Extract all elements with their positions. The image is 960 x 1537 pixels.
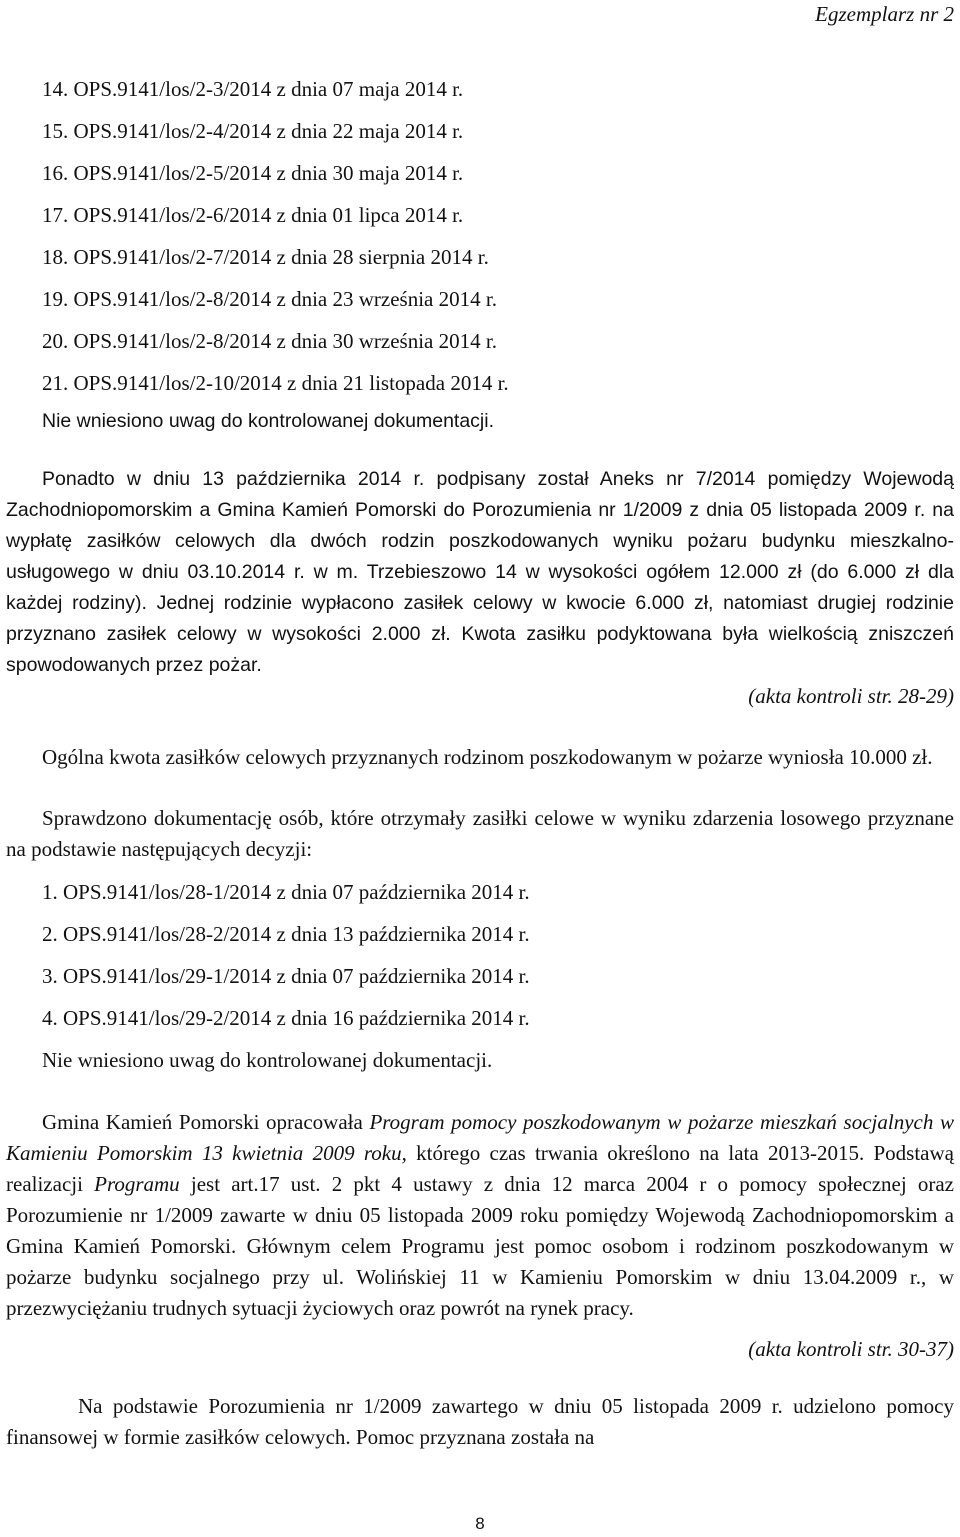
program-text-1: Gmina Kamień Pomorski opracowała xyxy=(42,1110,370,1134)
annex-paragraph: Ponadto w dniu 13 października 2014 r. podpisany został Aneks nr 7/2014 pomiędzy Wojewodą Zachodniopomorskim a Gmina Kamień Pomorski do Porozumienia nr 1/2009 z dnia 05 listopada 2009 r. na wypłatę zasiłków celowych dla dwóch rodzin poszkodowanych wyniku pożaru budynku mieszkalno-usługowego w dniu 03.10.2014 r. w m. Trzebieszowo 14 w wysokości ogółem 12.000 zł (do 6.000 zł dla każdej rodziny). Jednej rodzinie wypłacono zasiłek celowy w kwocie 6.000 zł, natomiast drugiej rodzinie przyznano zasiłek celowy w wysokości 2.000 zł. Kwota zasiłku podyktowana była wielkością zniszczeń spowodowanych przez pożar. xyxy=(6,468,954,676)
list-item: 17. OPS.9141/los/2-6/2014 z dnia 01 lipca 2014 r. xyxy=(42,203,464,227)
decision-list-2 xyxy=(6,871,954,1039)
list-item: 1. OPS.9141/los/28-1/2014 z dnia 07 października 2014 r. xyxy=(42,880,530,904)
no-remarks-note-1: Nie wniesiono uwag do kontrolowanej dokumentacji. xyxy=(42,410,495,432)
list-item: 14. OPS.9141/los/2-3/2014 z dnia 07 maja 2014 r. xyxy=(42,77,464,101)
file-reference-2: (akta kontroli str. 30-37) xyxy=(748,1337,954,1361)
list-item: 18. OPS.9141/los/2-7/2014 z dnia 28 sierpnia 2014 r. xyxy=(42,245,489,269)
list-item: 3. OPS.9141/los/29-1/2014 z dnia 07 października 2014 r. xyxy=(42,964,530,988)
list-item: 20. OPS.9141/los/2-8/2014 z dnia 30 września 2014 r. xyxy=(42,329,497,353)
page-number: 8 xyxy=(475,1514,485,1533)
agreement-paragraph: Na podstawie Porozumienia nr 1/2009 zawartego w dniu 05 listopada 2009 r. udzielono pomocy finansowej w formie zasiłków celowych. Pomoc przyznana została na xyxy=(6,1394,954,1449)
total-amount-paragraph: Ogólna kwota zasiłków celowych przyznanych rodzinom poszkodowanym w pożarze wyniosła 10.000 zł. xyxy=(42,745,933,769)
program-text-2: którego czas trwania określono na lata 2013-2015. Podstawą realizacji xyxy=(6,1141,954,1196)
program-paragraph xyxy=(6,1107,954,1324)
checked-documents-paragraph: Sprawdzono dokumentację osób, które otrzymały zasiłki celowe w wyniku zdarzenia losowego przyznane na podstawie następujących decyzji: xyxy=(6,806,954,861)
copy-number-label: Egzemplarz nr 2 xyxy=(815,2,954,26)
decision-list-1 xyxy=(6,68,954,404)
list-item: 15. OPS.9141/los/2-4/2014 z dnia 22 maja 2014 r. xyxy=(42,119,464,143)
program-text-3: jest art.17 ust. 2 pkt 4 ustawy z dnia 12 marca 2004 r o pomocy społecznej oraz Porozumienie nr 1/2009 zawarte w dniu 05 listopada 2009 roku pomiędzy Wojewodą Zachodniopomorskim a Gmina Kamień Pomorski. Głównym celem Programu jest pomoc osobom i rodzinom poszkodowanym w pożarze budynku socjalnego przy ul. Wolińskiej 11 w Kamieniu Pomorskim w dniu 13.04.2009 r., w przezwyciężaniu trudnych sytuacji życiowych oraz powrót na rynek pracy. xyxy=(6,1172,955,1320)
program-title: Program pomocy poszkodowanym w pożarze mieszkań socjalnych w Kamieniu Pomorskim 13 kwietnia 2009 roku, xyxy=(6,1110,954,1165)
list-item: 4. OPS.9141/los/29-2/2014 z dnia 16 października 2014 r. xyxy=(42,1006,530,1030)
file-reference-1: (akta kontroli str. 28-29) xyxy=(748,684,954,708)
list-item: 16. OPS.9141/los/2-5/2014 z dnia 30 maja 2014 r. xyxy=(42,161,464,185)
list-item: 2. OPS.9141/los/28-2/2014 z dnia 13 października 2014 r. xyxy=(42,922,530,946)
list-item: 19. OPS.9141/los/2-8/2014 z dnia 23 września 2014 r. xyxy=(42,287,497,311)
document-body xyxy=(6,68,954,1453)
no-remarks-note-2: Nie wniesiono uwag do kontrolowanej dokumentacji. xyxy=(42,1048,493,1072)
program-name: Programu xyxy=(94,1172,180,1196)
list-item: 21. OPS.9141/los/2-10/2014 z dnia 21 listopada 2014 r. xyxy=(42,371,509,395)
